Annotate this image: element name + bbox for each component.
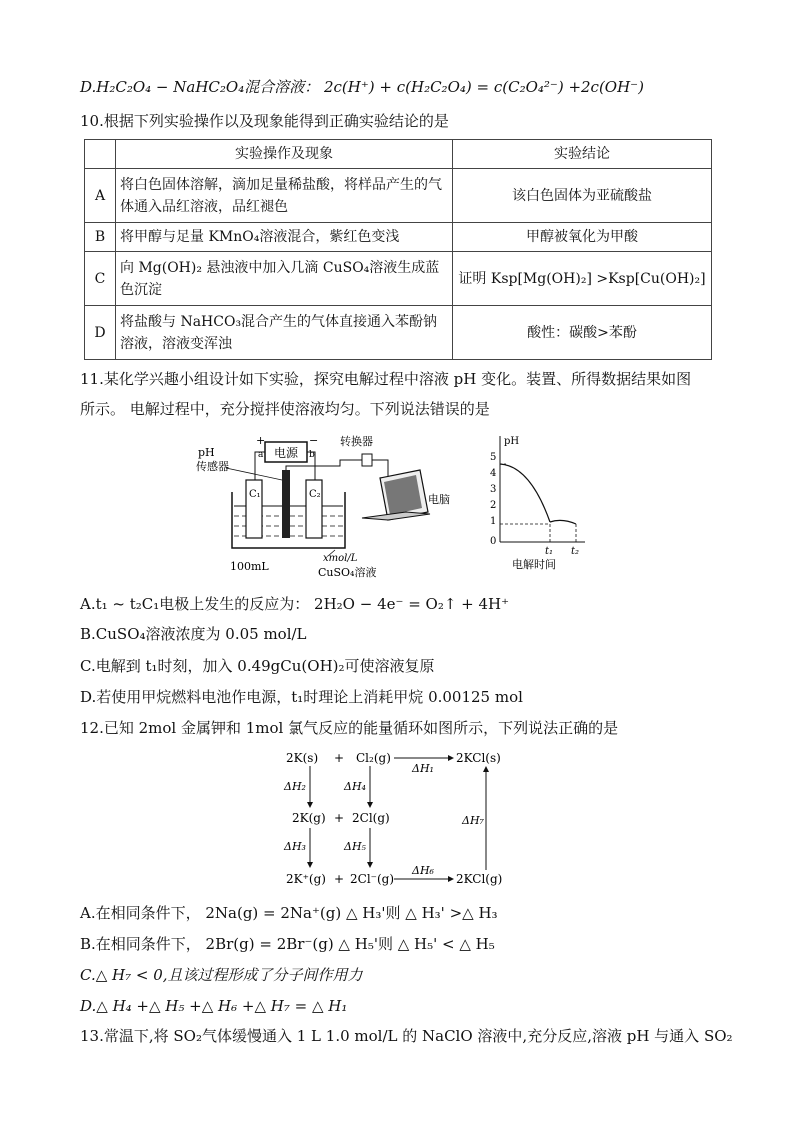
arrowhead — [307, 862, 313, 868]
y-tick: 4 — [490, 468, 497, 479]
q12-option-a: A.在相同条件下， 2Na(g) = 2Na⁺(g) △ H₃'则 △ H₃' >△ H₃ — [80, 904, 498, 922]
power-label: 电源 — [273, 446, 299, 460]
ph-sensor-label-2: 传感器 — [196, 460, 229, 473]
dh7-label: ΔH₇ — [462, 814, 484, 827]
y-tick: 1 — [490, 516, 497, 527]
row-key: C — [85, 252, 116, 306]
t1-label: t₁ — [545, 546, 554, 557]
row-key: A — [85, 169, 116, 223]
cl-gas: 2Cl(g) — [352, 811, 390, 825]
q13-stem: 13.常温下,将 SO₂气体缓慢通入 1 L 1.0 mol/L 的 NaClO 溶液中,充分反应,溶液 pH 与通入 SO₂ — [80, 1027, 733, 1045]
converter-label: 转换器 — [340, 435, 373, 448]
q11-option-d: D.若使用甲烷燃料电池作电源，t₁时理论上消耗甲烷 0.00125 mol — [80, 688, 523, 706]
row-operation: 向 Mg(OH)₂ 悬浊液中加入几滴 CuSO₄溶液生成蓝色沉淀 — [116, 252, 453, 306]
dh3-label: ΔH₃ — [284, 840, 306, 853]
kcl-solid: 2KCl(s) — [456, 751, 501, 765]
converter-cable — [372, 460, 388, 478]
arrowhead — [483, 766, 489, 772]
laptop-keyboard — [362, 512, 430, 520]
dh4-label: ΔH₄ — [344, 780, 366, 793]
arrowhead — [307, 802, 313, 808]
converter-box — [362, 454, 372, 466]
table-row — [85, 169, 712, 223]
dh6-label: ΔH₆ — [412, 864, 434, 877]
k-solid: 2K(s) — [286, 751, 319, 765]
c2-label: C₂ — [309, 489, 321, 500]
kcl-gas: 2KCl(g) — [456, 872, 503, 886]
minus-sign: − — [309, 434, 319, 447]
row-conclusion: 证明 Ksp[Mg(OH)₂] >Ksp[Cu(OH)₂] — [453, 252, 712, 306]
ph-probe — [282, 470, 290, 538]
q10-table — [84, 139, 712, 360]
dh1-label: ΔH₁ — [412, 762, 434, 775]
dh5-label: ΔH₅ — [344, 840, 366, 853]
row-key: B — [85, 223, 116, 252]
row-conclusion: 酸性：碳酸>苯酚 — [453, 306, 712, 360]
arrowhead — [448, 755, 454, 761]
q10-stem: 10.根据下列实验操作以及现象能得到正确实验结论的是 — [80, 112, 449, 130]
q11-stem-line1: 11.某化学兴趣小组设计如下实验，探究电解过程中溶液 pH 变化。装置、所得数据结果如图 — [80, 370, 692, 388]
graph-y-label: pH — [504, 436, 520, 447]
laptop-display — [384, 475, 422, 515]
cl-ion-gas: 2Cl⁻(g) — [350, 872, 395, 886]
table-row — [85, 223, 712, 252]
sensor-pointer — [226, 468, 282, 480]
q11-option-c: C.电解到 t₁时刻，加入 0.49gCu(OH)₂可使溶液复原 — [80, 657, 435, 675]
q11-stem-line2: 所示。 电解过程中，充分搅拌使溶液均匀。下列说法错误的是 — [80, 400, 490, 418]
q11-option-b: B.CuSO₄溶液浓度为 0.05 mol/L — [80, 625, 307, 643]
k-gas: 2K(g) — [292, 811, 326, 825]
ph-curve — [500, 464, 550, 522]
row-conclusion: 甲醇被氧化为甲酸 — [453, 223, 712, 252]
electrolysis-figure — [190, 430, 590, 590]
y-tick: 2 — [490, 500, 497, 511]
t2-label: t₂ — [571, 546, 580, 557]
q12-option-c: C.△ H₇ < 0,且该过程形成了分子间作用力 — [80, 966, 363, 984]
terminal-a: a — [258, 450, 264, 460]
row-conclusion: 该白色固体为亚硫酸盐 — [453, 169, 712, 223]
row-key: D — [85, 306, 116, 360]
volume-label: 100mL — [230, 560, 269, 573]
q12-stem: 12.已知 2mol 金属钾和 1mol 氯气反应的能量循环如图所示，下列说法正确的是 — [80, 719, 619, 737]
arrowhead — [367, 802, 373, 808]
plus-mid: + — [334, 811, 345, 825]
y-tick: 5 — [490, 452, 497, 463]
terminal-b: b — [309, 450, 315, 460]
table-header-blank — [85, 140, 116, 169]
k-ion-gas: 2K⁺(g) — [286, 872, 326, 886]
ph-sensor-label: pH — [198, 446, 215, 459]
ph-curve-tail — [550, 520, 576, 524]
q11-option-a: A.t₁ ~ t₂C₁电极上发生的反应为： 2H₂O − 4e⁻ = O₂↑ + 4H⁺ — [80, 595, 510, 613]
table-header-operation: 实验操作及现象 — [116, 140, 453, 169]
energy-cycle-figure — [280, 748, 520, 890]
plus-sign: + — [256, 434, 266, 447]
solution-label: CuSO₄溶液 — [318, 566, 377, 579]
row-operation: 将盐酸与 NaHCO₃混合产生的气体直接通入苯酚钠溶液，溶液变浑浊 — [116, 306, 453, 360]
q12-option-b: B.在相同条件下， 2Br(g) = 2Br⁻(g) △ H₅'则 △ H₅' < △ H₅ — [80, 935, 495, 953]
q9-option-d: D.H₂C₂O₄ − NaHC₂O₄混合溶液： 2c(H⁺) + c(H₂C₂O₄) = c(C₂O₄²⁻) +2c(OH⁻) — [80, 78, 644, 96]
plus-top: + — [334, 751, 345, 765]
row-operation: 将白色固体溶解，滴加足量稀盐酸，将样品产生的气体通入品红溶液，品红褪色 — [116, 169, 453, 223]
y-tick: 3 — [490, 484, 497, 495]
q12-option-d: D.△ H₄ +△ H₅ +△ H₆ +△ H₇ = △ H₁ — [80, 997, 348, 1015]
table-row — [85, 306, 712, 360]
c1-label: C₁ — [249, 489, 261, 500]
cl2-gas: Cl₂(g) — [356, 751, 391, 765]
plus-bottom: + — [334, 872, 345, 886]
table-header-row — [85, 140, 712, 169]
table-row — [85, 252, 712, 306]
arrowhead — [448, 876, 454, 882]
y-tick: 0 — [490, 536, 497, 547]
arrowhead — [367, 862, 373, 868]
dh2-label: ΔH₂ — [284, 780, 306, 793]
computer-label: 电脑 — [428, 493, 450, 506]
graph-x-label: 电解时间 — [512, 558, 556, 571]
row-operation: 将甲醇与足量 KMnO₄溶液混合，紫红色变浅 — [116, 223, 453, 252]
table-header-conclusion: 实验结论 — [453, 140, 712, 169]
conc-label: xmol/L — [323, 553, 358, 564]
